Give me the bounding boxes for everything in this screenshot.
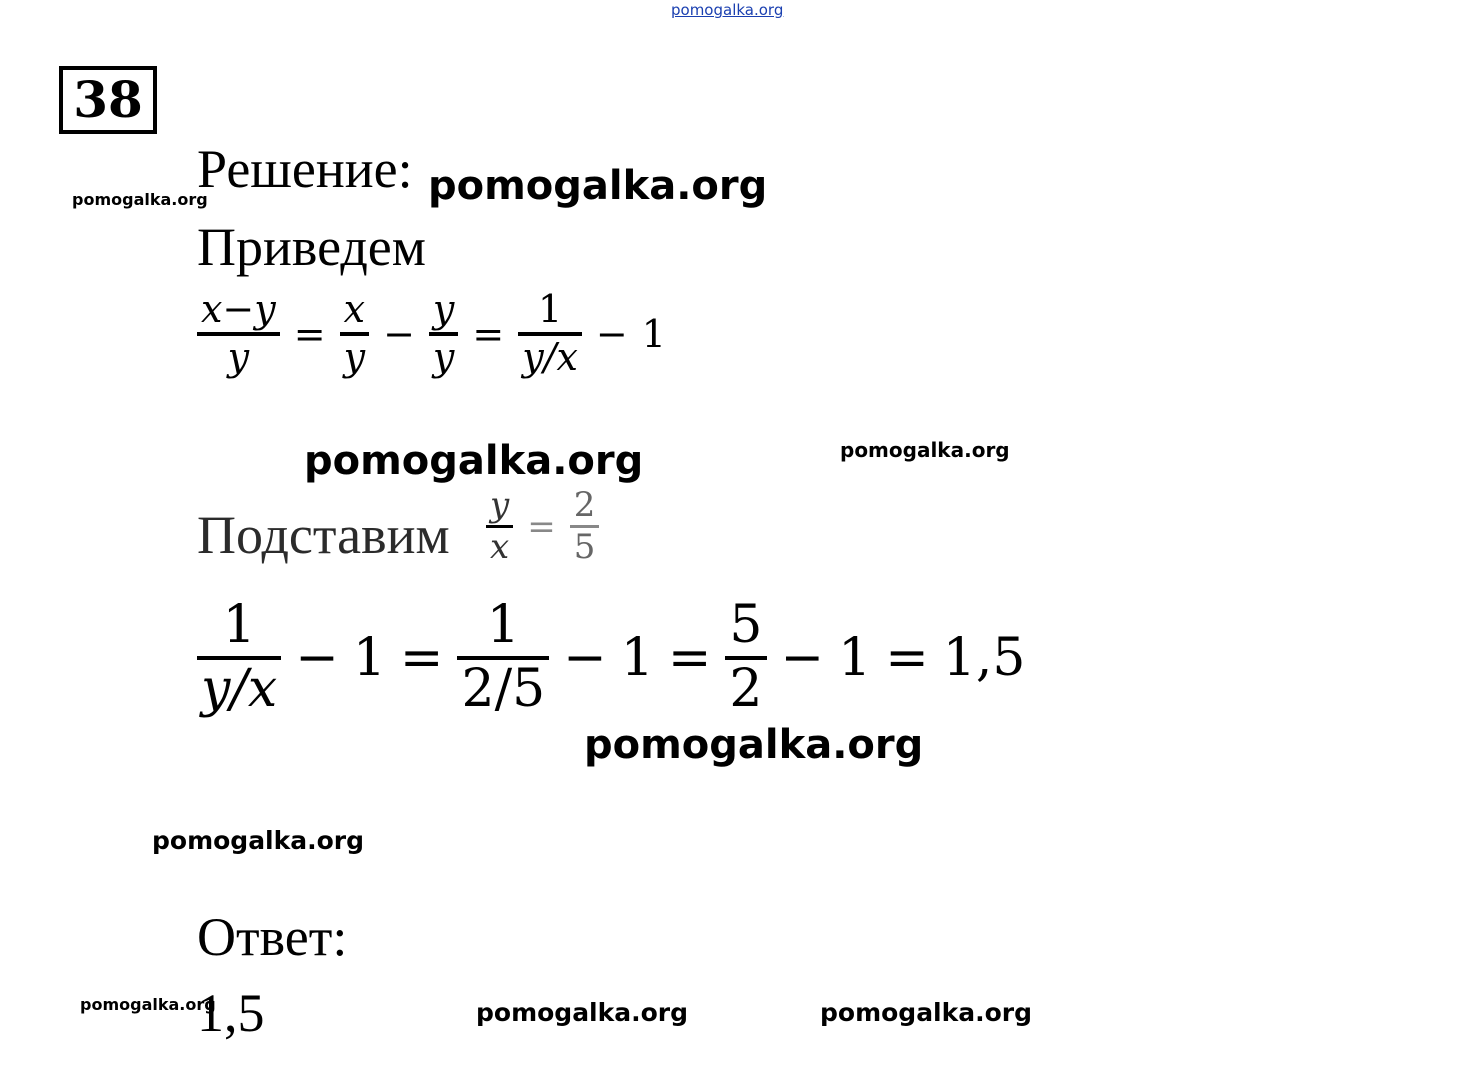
answer-value: 1,5 (197, 983, 265, 1043)
result-value: 1,5 (942, 627, 1026, 688)
denominator: y (343, 334, 366, 379)
step1-label: Приведем (197, 217, 426, 277)
constant-one: 1 (641, 311, 666, 356)
constant-one: 1 (352, 627, 386, 688)
denominator: 2 (729, 658, 763, 719)
fraction (725, 596, 766, 720)
minus-sign: − (295, 627, 339, 688)
minus-sign: − (563, 627, 607, 688)
denominator: y/x (522, 334, 578, 379)
watermark-text: pomogalka.org (428, 163, 768, 209)
fraction (486, 486, 513, 567)
denominator: y (227, 334, 250, 379)
constant-one: 1 (620, 627, 654, 688)
denominator: y/x (201, 658, 278, 719)
watermark-text: pomogalka.org (80, 995, 216, 1014)
problem-number: 38 (73, 70, 143, 129)
watermark-top-link[interactable]: pomogalka.org (671, 1, 784, 19)
equals-sign: = (293, 311, 326, 356)
watermark-text: pomogalka.org (476, 998, 689, 1027)
minus-sign: − (780, 627, 825, 688)
watermark-text: pomogalka.org (152, 826, 365, 855)
numerator: 2 (573, 485, 596, 525)
watermark-text: pomogalka.org (72, 190, 208, 209)
fraction (518, 288, 582, 379)
minus-sign: − (595, 311, 628, 356)
substitution (486, 486, 599, 567)
numerator: x−y (201, 287, 276, 331)
fraction (457, 596, 549, 720)
numerator: y (432, 287, 455, 331)
fraction (197, 288, 280, 379)
watermark-text: pomogalka.org (584, 722, 924, 768)
equals-sign: = (399, 627, 444, 688)
constant-one: 1 (838, 627, 872, 688)
numerator: x (343, 287, 366, 331)
equals-sign: = (527, 506, 556, 547)
watermark-text: pomogalka.org (304, 438, 644, 484)
numerator: 5 (729, 595, 763, 655)
denominator: x (490, 527, 510, 568)
numerator: 1 (222, 595, 256, 655)
solution-label: Решение: (197, 139, 413, 199)
numerator: y (490, 485, 510, 525)
denominator: 5 (573, 527, 596, 568)
problem-number-box (59, 66, 157, 134)
answer-label: Ответ: (197, 907, 348, 967)
equals-sign: = (472, 311, 505, 356)
equation-2 (197, 596, 1025, 720)
equation-1 (197, 288, 666, 379)
fraction (197, 596, 281, 720)
fraction (340, 288, 369, 379)
minus-sign: − (383, 311, 415, 356)
fraction (429, 288, 458, 379)
step2-label: Подставим (197, 505, 450, 565)
equals-sign: = (885, 627, 929, 688)
watermark-text: pomogalka.org (820, 998, 1033, 1027)
numerator: 1 (537, 287, 563, 331)
equals-sign: = (667, 627, 712, 688)
numerator: 1 (486, 595, 520, 655)
watermark-text: pomogalka.org (840, 438, 1010, 462)
fraction (570, 486, 600, 567)
denominator: y (432, 334, 455, 379)
denominator: 2/5 (461, 658, 546, 719)
